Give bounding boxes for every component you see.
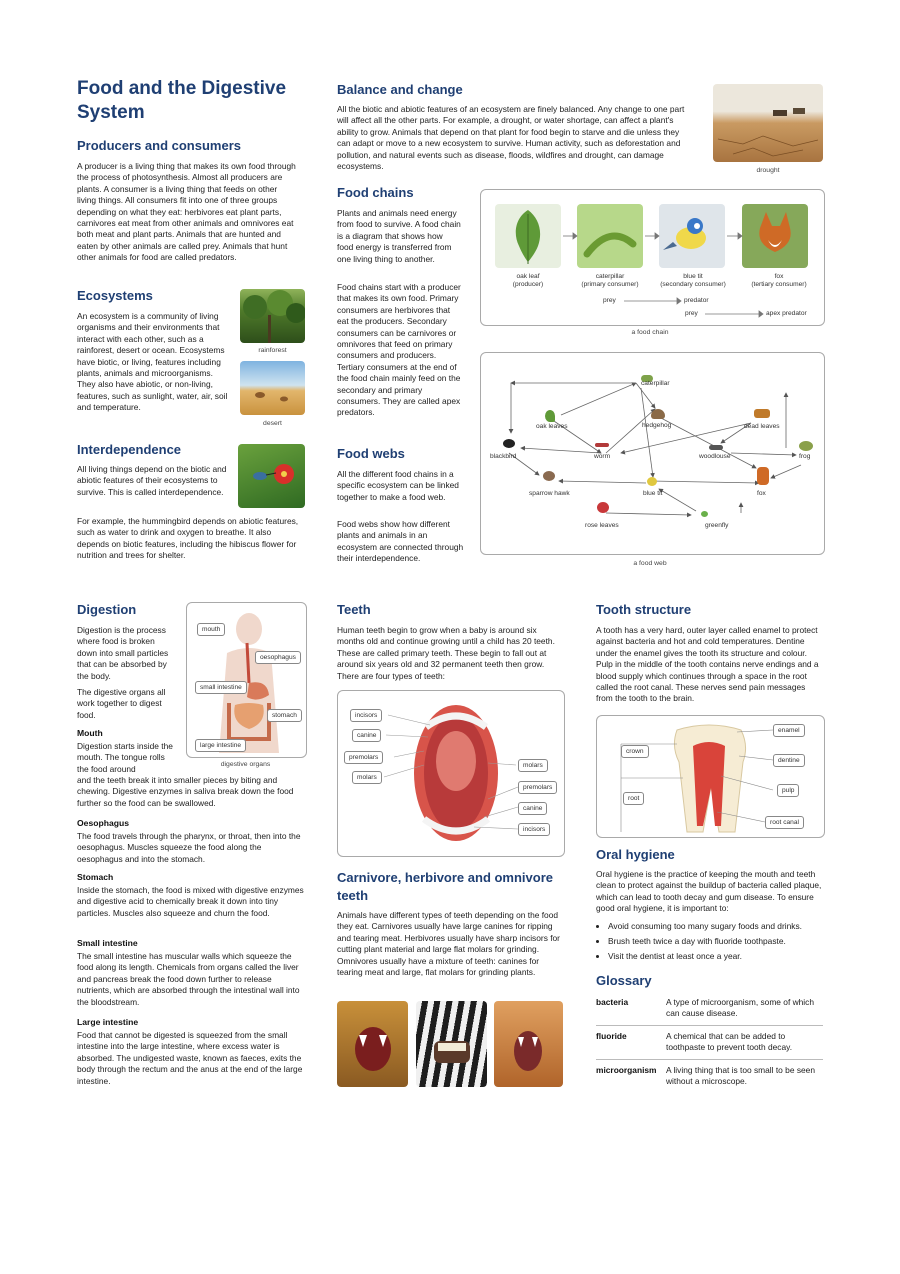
tooth-label-crown: crown xyxy=(621,745,649,758)
digestive-organs-diagram xyxy=(186,602,307,758)
teeth-label-molars-top: molars xyxy=(352,771,382,784)
teeth-label-premolars-bottom: premolars xyxy=(518,781,557,794)
teeth-text: Human teeth begin to grow when a baby is around six months old and continue growing until a child has 20 teeth. These are called primary teeth. These begin to fall out at around six years old and 32 permanent teeth then grow. There are four types of teeth: xyxy=(337,625,555,681)
web-woodlouse: woodlouse xyxy=(699,453,731,460)
web-oak-leaves: oak leaves xyxy=(536,423,568,430)
web-rose-leaves: rose leaves xyxy=(585,522,619,529)
food-chains-heading: Food chains xyxy=(337,185,414,200)
drought-photo xyxy=(713,84,823,162)
interdependence-heading: Interdependence xyxy=(77,442,182,457)
desert-photo xyxy=(240,361,305,415)
frog-icon xyxy=(799,441,813,451)
digestion-text-2: The digestive organs all work together to digest food. xyxy=(77,687,166,720)
rainforest-photo xyxy=(240,289,305,343)
oral-hygiene-list xyxy=(596,919,836,964)
digestion-text-1: Digestion is the process where food is broken down into small particles that can be absorbed by the body. xyxy=(77,625,169,681)
glossary-row xyxy=(596,993,823,1026)
greenfly-icon xyxy=(701,511,708,517)
zebra-photo xyxy=(416,1001,487,1087)
web-caterpillar: caterpillar xyxy=(641,380,670,387)
apex-predator-label: apex predator xyxy=(766,310,807,317)
food-chain-caption: a food chain xyxy=(631,329,669,336)
teeth-label-molars-bottom: molars xyxy=(518,759,548,772)
web-greenfly: greenfly xyxy=(705,522,729,529)
teeth-label-incisors-top: incisors xyxy=(350,709,382,722)
teeth-label-canine-bottom: canine xyxy=(518,802,547,815)
balance-text: All the biotic and abiotic features of an ecosystem are finely balanced. Any change to one part will affect all the other parts. For example, a drought, or water shortage, can affect a plant's ability to grow. Animals that depend on that plant for food begin to starve and die unless they can adapt or move to a new ecosystem to survive. Human activity, such as deforestation and pollution, and natural events such as disease, floods, wildfires and drought, can damage ecosystems. xyxy=(337,104,685,172)
mouth-text-start: Digestion starts inside the mouth. The tongue rolls the food around xyxy=(77,741,173,774)
balance-heading: Balance and change xyxy=(337,82,463,97)
woodlouse-icon xyxy=(709,445,723,450)
web-blackbird: blackbird xyxy=(490,453,517,460)
glossary-definition: A living thing that is too small to be seen without a microscope. xyxy=(666,1065,815,1087)
web-worm: worm xyxy=(594,453,611,460)
tooth-label-pulp: pulp xyxy=(777,784,799,797)
small-intestine-text: The small intestine has muscular walls which squeeze the food along its length. Chemicals from organs called the liver and pancreas break the food down further to release nutrients, which are absorbed through the intestinal wall into the bloodstream. xyxy=(77,951,300,1007)
sparrow-hawk-icon xyxy=(543,471,555,481)
web-fox: fox xyxy=(757,490,766,497)
blue-tit-icon xyxy=(647,477,657,486)
label-stomach: stomach xyxy=(267,709,302,722)
web-blue-tit: blue tit xyxy=(643,490,663,497)
large-intestine-heading: Large intestine xyxy=(77,1017,139,1027)
tooth-label-dentine: dentine xyxy=(773,754,805,767)
chain-label-3: fox (tertiary consumer) xyxy=(751,273,807,288)
carnivore-heading: Carnivore, herbivore and omnivore teeth xyxy=(337,870,554,903)
teeth-label-canine-top: canine xyxy=(352,729,381,742)
rainforest-caption: rainforest xyxy=(258,347,287,354)
tooth-label-root-canal: root canal xyxy=(765,816,804,829)
label-oesophagus: oesophagus xyxy=(255,651,301,664)
label-mouth: mouth xyxy=(197,623,225,636)
drought-caption: drought xyxy=(756,167,780,174)
food-web-diagram xyxy=(480,352,825,555)
food-webs-heading: Food webs xyxy=(337,446,405,461)
oesophagus-heading: Oesophagus xyxy=(77,818,130,828)
tooth-structure-text: A tooth has a very hard, outer layer called enamel to protect against bacteria and hot and cold temperatures. Dentine under the enamel gives the tooth its structure and colour. Pulp in the middle of the tooth contains nerve endings and a blood supply which continues through a space in the root called the root canal. These nerves send pain messages from the tooth to the brain. xyxy=(596,625,819,704)
predator-label: predator xyxy=(684,297,709,304)
glossary-row xyxy=(596,1027,823,1060)
prey-label-2: prey xyxy=(685,310,698,317)
food-web-caption: a food web xyxy=(633,560,667,567)
web-hedgehog: hedgehog xyxy=(642,422,672,429)
teeth-diagram xyxy=(337,690,565,857)
lion-photo xyxy=(337,1001,408,1087)
page-title: Food and the Digestive System xyxy=(77,78,287,123)
hummingbird-photo xyxy=(238,444,305,508)
glossary-table xyxy=(596,993,823,1093)
chain-label-0: oak leaf (producer) xyxy=(512,273,544,288)
teeth-label-premolars-top: premolars xyxy=(344,751,383,764)
chain-label-1: caterpillar (primary consumer) xyxy=(581,273,639,288)
tooth-structure-heading: Tooth structure xyxy=(596,602,692,617)
fox-icon xyxy=(757,467,769,485)
web-dead-leaves: dead leaves xyxy=(744,423,780,430)
glossary-row xyxy=(596,1061,823,1091)
oral-hygiene-text: Oral hygiene is the practice of keeping the mouth and teeth clean to protect against the buildup of bacteria called plaque, which can lead to tooth decay and gum disease. To ensure good oral hygiene, it is important to: xyxy=(596,869,822,914)
ecosystems-text: An ecosystem is a community of living organisms and their environments that interact with each other, such as a rainforest, desert or ocean. Ecosystems have biotic, or living, features including plants, animals and microorganisms. They also have abiotic, or non-living, features, such as sunlight, water, air, soil and temperature. xyxy=(77,311,228,413)
oral-hygiene-item: • Brush teeth twice a day with fluoride toothpaste. xyxy=(608,934,836,949)
stomach-heading: Stomach xyxy=(77,872,114,882)
oak-leaves-icon xyxy=(545,410,555,422)
glossary-definition: A chemical that can be added to toothpaste to prevent tooth decay. xyxy=(666,1031,793,1053)
producers-text: A producer is a living thing that makes its own food through the process of photosynthesis. Almost all producers are plants. A consumer is a living thing that feeds on other living things. All consumers fit into one of three groups depending on what they eat: herbivores eat plant parts, carnivores eat meat from other animals and omnivores eat both meat and plant parts. Animals that are hunted and eaten by other animals are called prey. Animals that hunt other animals for food are called predators. xyxy=(77,161,296,263)
glossary-definition: A type of microorganism, some of which can cause disease. xyxy=(666,997,815,1019)
web-sparrow-hawk: sparrow hawk xyxy=(529,490,570,497)
food-chain-diagram xyxy=(480,189,825,326)
desert-caption: desert xyxy=(263,420,282,427)
teeth-label-incisors-bottom: incisors xyxy=(518,823,550,836)
label-small-intestine: small intestine xyxy=(195,681,247,694)
oral-hygiene-item: • Avoid consuming too many sugary foods and drinks. xyxy=(608,919,836,934)
blackbird-icon xyxy=(503,439,515,448)
ecosystems-heading: Ecosystems xyxy=(77,288,153,303)
label-large-intestine: large intestine xyxy=(195,739,246,752)
web-frog: frog xyxy=(799,453,811,460)
glossary-heading: Glossary xyxy=(596,973,652,988)
digestive-organs-caption: digestive organs xyxy=(220,761,271,768)
producers-heading: Producers and consumers xyxy=(77,138,241,153)
teeth-heading: Teeth xyxy=(337,602,371,617)
chain-label-2: blue tit (secondary consumer) xyxy=(660,273,726,288)
oesophagus-text: The food travels through the pharynx, or throat, then into the oesophagus. Muscles squeeze the food along the oesophagus and into the stomach. xyxy=(77,831,301,864)
carnivore-text: Animals have different types of teeth depending on the food they eat. Carnivores usually have large canines for ripping and tearing meat. Herbivores usually have sharp incisors for cutting plant material and large flat molars for grinding. Omnivores usually have a mixture of teeth: canines for tearing meat and large, flat molars for grinding plants. xyxy=(337,910,560,978)
tooth-diagram xyxy=(596,715,825,838)
rose-leaves-icon xyxy=(597,502,609,513)
interdependence-text-1: All living things depend on the biotic and abiotic features of their ecosystems to survive. This is called interdependence. xyxy=(77,464,227,497)
tooth-label-root: root xyxy=(623,792,644,805)
glossary-term: fluoride xyxy=(596,1031,627,1041)
food-chain-arrows xyxy=(481,190,824,325)
glossary-term: microorganism xyxy=(596,1065,657,1075)
interdependence-text-2: For example, the hummingbird depends on abiotic features, such as water to drink and oxygen to breathe. It also depends on biotic features, including the hibiscus flower for nutrition and trees for shelter. xyxy=(77,516,299,561)
large-intestine-text: Food that cannot be digested is squeezed from the small intestine into the large intestine, where excess water is absorbed. The undigested waste, known as faeces, exits the body through the rectum and the anus at the end of the large intestine. xyxy=(77,1030,303,1086)
hedgehog-icon xyxy=(651,409,665,419)
worm-icon xyxy=(595,443,609,447)
tooth-label-enamel: enamel xyxy=(773,724,805,737)
mouth-heading: Mouth xyxy=(77,728,103,738)
fox-teeth-photo xyxy=(494,1001,563,1087)
small-intestine-heading: Small intestine xyxy=(77,938,138,948)
food-chains-text-2: Food chains start with a producer that makes its own food. Primary consumers are herbivores that eat the producers. Secondary consumers can be carnivores or omnivores that feed on primary consumers and producers. Tertiary consumers at the end of the food chain mainly feed on the secondary and primary consumers. They are called apex predators. xyxy=(337,282,461,418)
dead-leaves-icon xyxy=(754,409,770,418)
mouth-text-rest: and the teeth break it into smaller pieces by biting and chewing. Digestive enzymes in saliva break down the food further so the food can be swallowed. xyxy=(77,775,294,808)
digestion-heading: Digestion xyxy=(77,602,137,617)
food-webs-text-2: Food webs show how different plants and animals in an ecosystem are connected through their interdependence. xyxy=(337,519,464,564)
prey-label-1: prey xyxy=(603,297,616,304)
stomach-text: Inside the stomach, the food is mixed with digestive enzymes and digestive acid to chemically break it down into tiny particles. Muscles also squeeze and churn the food. xyxy=(77,885,304,918)
food-webs-text-1: All the different food chains in a specific ecosystem can be linked together to make a food web. xyxy=(337,469,459,502)
glossary-term: bacteria xyxy=(596,997,629,1007)
food-chains-text-1: Plants and animals need energy from food to survive. A food chain is a diagram that shows how food energy is transferred from one living thing to another. xyxy=(337,208,461,264)
oral-hygiene-item: • Visit the dentist at least once a year. xyxy=(608,949,836,964)
oral-hygiene-heading: Oral hygiene xyxy=(596,847,675,862)
